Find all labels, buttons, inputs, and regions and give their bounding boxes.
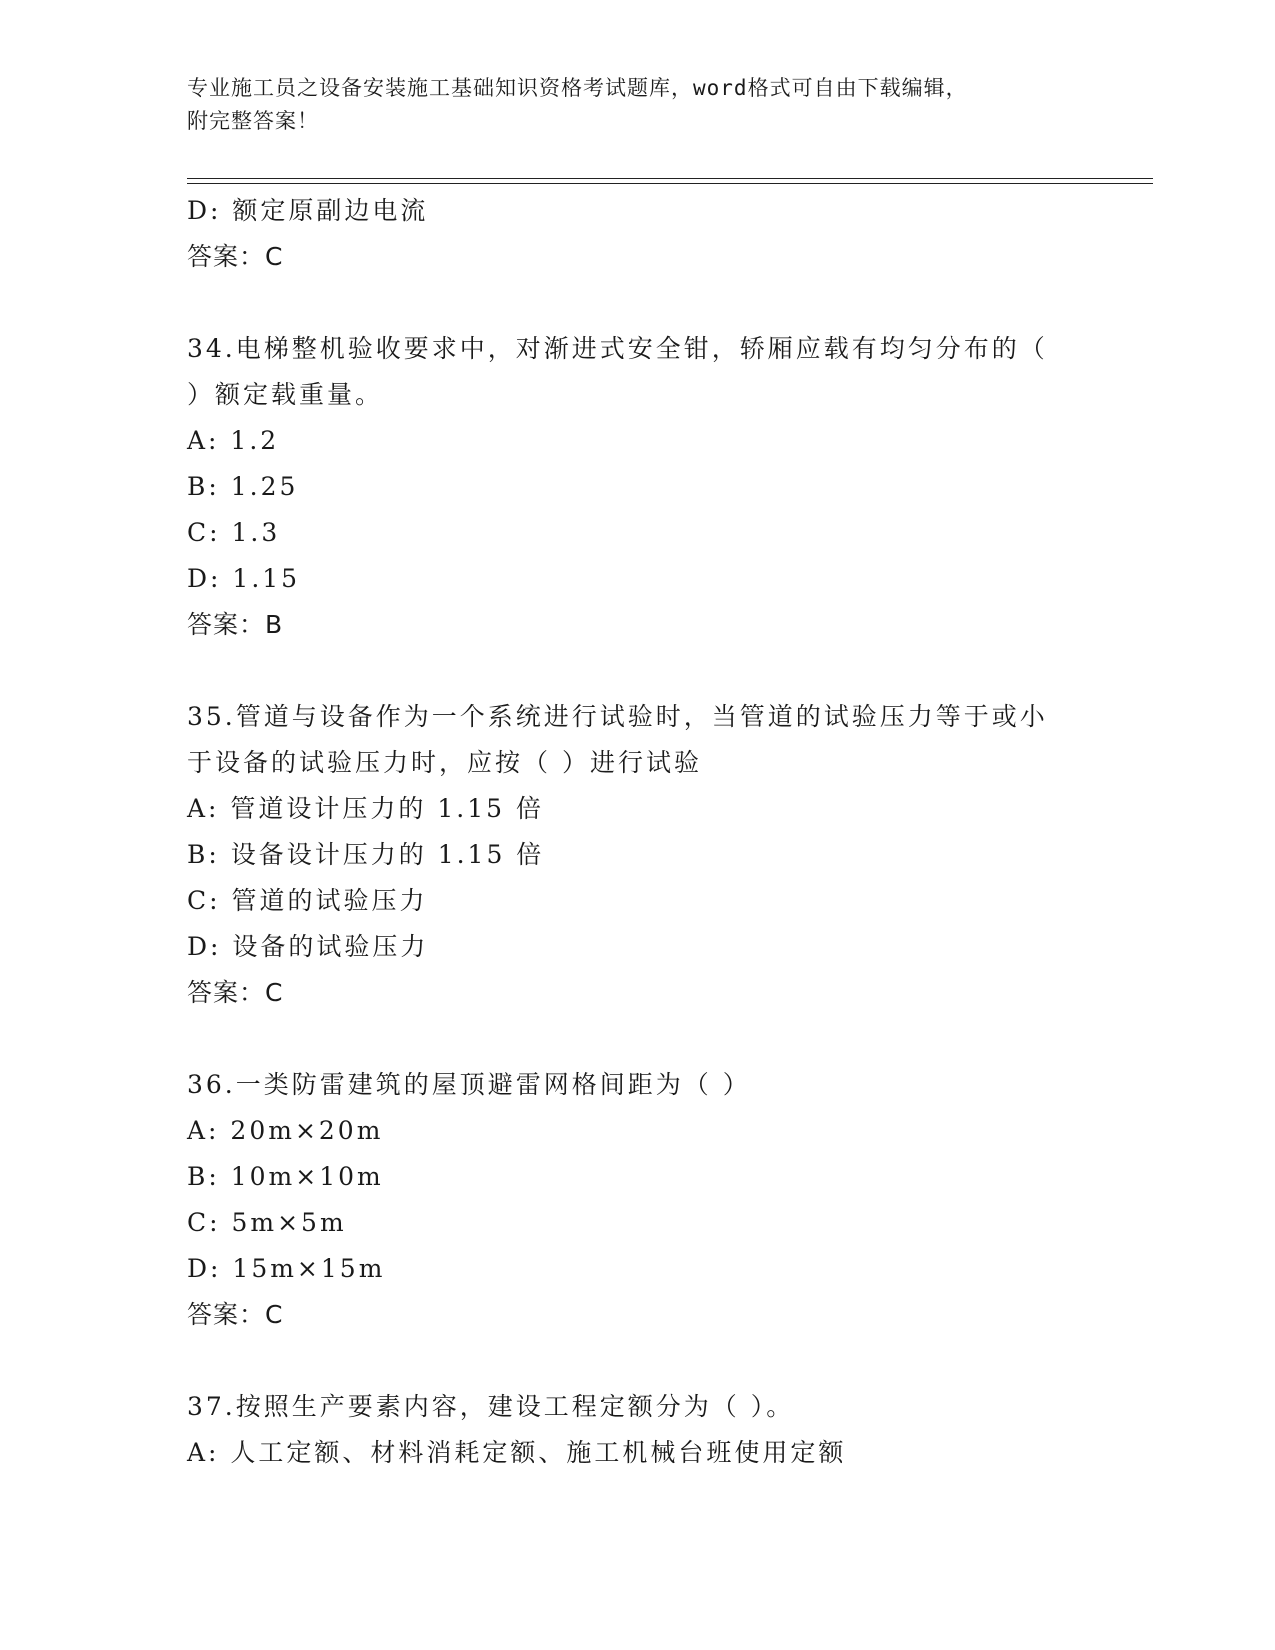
option-b: B: 1.25 xyxy=(187,472,299,501)
header-line-2: 附完整答案！ xyxy=(187,109,319,133)
question-34 xyxy=(187,326,1187,648)
option-a: A: 20m×20m xyxy=(187,1116,384,1145)
question-stem: 36.一类防雷建筑的屋顶避雷网格间距为（ ） xyxy=(187,1070,751,1099)
question-37 xyxy=(187,1384,1187,1476)
answer-line: 答案：C xyxy=(187,242,284,271)
question-36 xyxy=(187,1062,1187,1338)
question-stem: 34.电梯整机验收要求中，对渐进式安全钳，轿厢应载有均匀分布的（ xyxy=(187,334,1048,363)
option-a: A: 管道设计压力的 1.15 倍 xyxy=(187,794,544,823)
header-divider-top xyxy=(187,178,1153,179)
question-stem: 37.按照生产要素内容，建设工程定额分为（ ）。 xyxy=(187,1392,795,1421)
option-c: C: 5m×5m xyxy=(187,1208,347,1237)
option-d: D: 设备的试验压力 xyxy=(187,932,429,961)
answer-line: 答案：C xyxy=(187,1300,284,1329)
question-35 xyxy=(187,694,1187,1016)
option-d: D: 15m×15m xyxy=(187,1254,386,1283)
answer-line: 答案：B xyxy=(187,610,284,639)
option-b: B: 设备设计压力的 1.15 倍 xyxy=(187,840,545,869)
option-a: A: 1.2 xyxy=(187,426,280,455)
option-c: C: 管道的试验压力 xyxy=(187,886,428,915)
question-list xyxy=(187,188,1187,1476)
question-stem-continued: 于设备的试验压力时，应按（ ）进行试验 xyxy=(187,748,702,777)
option-a: A: 人工定额、材料消耗定额、施工机械台班使用定额 xyxy=(187,1438,847,1467)
option-d: D: 1.15 xyxy=(187,564,301,593)
option-d: D: 额定原副边电流 xyxy=(187,196,429,225)
question-stem-continued: ）额定载重量。 xyxy=(187,380,384,409)
header-line-1: 专业施工员之设备安装施工基础知识资格考试题库，word格式可自由下载编辑， xyxy=(187,76,968,100)
document-header xyxy=(187,72,1087,138)
header-divider-bottom xyxy=(187,183,1153,184)
question-stem: 35.管道与设备作为一个系统进行试验时，当管道的试验压力等于或小 xyxy=(187,702,1048,731)
option-c: C: 1.3 xyxy=(187,518,281,547)
option-b: B: 10m×10m xyxy=(187,1162,384,1191)
answer-line: 答案：C xyxy=(187,978,284,1007)
